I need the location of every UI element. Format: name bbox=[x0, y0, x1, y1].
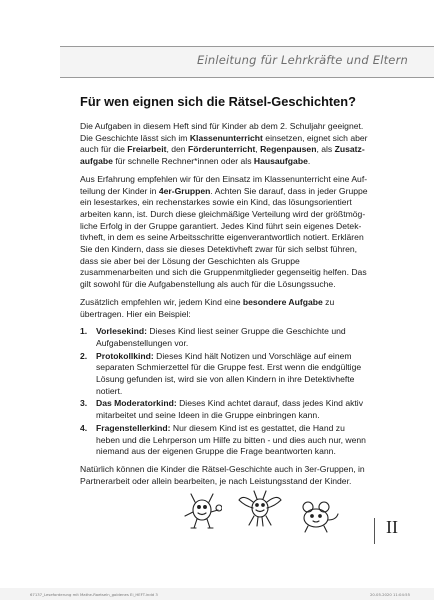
footer-timestamp: 20.05.2020 11:04:55 bbox=[370, 592, 410, 597]
footer-filename: 67137_Leseforderung mit Mathe-Raetseln_goldenes Ei_HEFT.indd 3 bbox=[30, 592, 158, 597]
bold-run: Hausaufgabe bbox=[253, 156, 308, 167]
text-run: , den bbox=[166, 144, 188, 155]
text-run: zu übertragen. Hier ein Beispiel: bbox=[80, 296, 335, 319]
role-text: Dieses Kind liest seiner Gruppe die Geschichte und Aufgabenstellungen vor. bbox=[96, 326, 346, 348]
bold-run: Förderunterricht bbox=[187, 144, 256, 155]
list-item bbox=[80, 398, 368, 421]
bold-run: Zusatzaufgabe bbox=[80, 144, 365, 167]
text-run: Zusätzlich empfehlen wir, jedem Kind eine bbox=[80, 296, 243, 307]
bold-run: besondere Aufgabe bbox=[242, 296, 323, 307]
text-run: . Achten Sie darauf, dass in jeder Gruppe ein lesestarkes, ein rechenstarkes sowie ein Kind, das lösungsorientiert arbeiten kann, ist. Durch diese gleichmäßige Verteilung wird der größtmögliche Erfolg in der Gruppe garantiert. Jedes Kind führt sein eigenes Detektivheft, in dem es seine Arbeitsschritte eigenverantwortlich notiert. Erklären Sie den Kindern, dass sie dieses Detektivheft zwar für sich selbst führen, dass sie aber bei der Lösung der Geschichten als Gruppe zusammenarbeiten und sich die Gruppenmitglieder gegenseitig helfen. Das gilt sowohl für die Aufgabenstellung als auch für die Lösungssuche. bbox=[80, 185, 368, 290]
role-title: Vorlesekind: bbox=[96, 326, 147, 337]
page-header-band bbox=[60, 46, 434, 78]
list-number: 1. bbox=[80, 326, 88, 337]
text-run: , als bbox=[316, 144, 335, 155]
paragraph-roles-intro bbox=[80, 297, 368, 320]
role-title: Das Moderatorkind: bbox=[96, 398, 177, 409]
print-footer bbox=[0, 588, 434, 600]
bold-run: Freiarbeit bbox=[127, 144, 167, 155]
text-run: Aus Erfahrung empfehlen wir für den Einsatz im Klassenunterricht eine Aufteilung der Kinder in bbox=[80, 173, 368, 196]
main-content bbox=[80, 94, 368, 493]
text-run: , bbox=[255, 144, 261, 155]
header-title: Einleitung für Lehrkräfte und Eltern bbox=[197, 53, 408, 67]
paragraph-alternatives: Natürlich können die Kinder die Rätsel-Geschichte auch in 3er-Gruppen, in Partnerarbeit oder allein bearbeiten, je nach Leistungsstand der Kinder. bbox=[80, 463, 365, 486]
list-number: 3. bbox=[80, 398, 88, 409]
role-text: Dieses Kind hält Notizen und Vorschläge auf einem separaten Schmierzettel für die Gruppe fest. Erst wenn die endgültige Lösung gefunden ist, wird sie von allen Kindern in ihre Detektivhefte notiert. bbox=[96, 350, 362, 396]
section-heading: Für wen eignen sich die Rätsel-Geschichten? bbox=[80, 94, 356, 109]
page-number-divider bbox=[374, 518, 381, 544]
role-title: Protokollkind: bbox=[96, 350, 154, 361]
mouse-character-icon bbox=[296, 494, 340, 534]
bold-run: 4er-Gruppen bbox=[158, 185, 211, 196]
text-run: . bbox=[307, 156, 311, 167]
list-number: 2. bbox=[80, 350, 88, 361]
text-run: einsetzen, eignet sich aber auch für die bbox=[80, 132, 368, 155]
text-run: für schnelle Rechner*innen oder als bbox=[112, 156, 254, 167]
page-number: II bbox=[386, 517, 398, 537]
paragraph-groups bbox=[80, 174, 368, 291]
list-item bbox=[80, 423, 368, 458]
list-item bbox=[80, 326, 368, 349]
paragraph-usage bbox=[80, 121, 368, 168]
role-text: Dieses Kind achtet darauf, dass jedes Kind aktiv mitarbeitet und seine Ideen in die Gruppe einbringen kann. bbox=[96, 398, 364, 421]
character-with-magnifier-icon bbox=[182, 488, 222, 532]
list-number: 4. bbox=[80, 422, 88, 433]
bold-run: Regenpausen bbox=[260, 144, 317, 155]
text-run: Die Aufgaben in diesem Heft sind für Kinder ab dem 2. Schuljahr geeignet. Die Geschichte lässt sich im bbox=[80, 121, 364, 143]
role-text: Nur diesem Kind ist es gestattet, die Hand zu heben und die Lehrperson um Hilfe zu bitten - und dies auch nur, wenn niemand aus der eigenen Gruppe die Frage beantworten kann. bbox=[96, 422, 366, 457]
role-title: Fragenstellerkind: bbox=[96, 422, 171, 433]
roles-list bbox=[80, 326, 368, 458]
list-item bbox=[80, 351, 368, 398]
bold-run: Klassenunterricht bbox=[189, 132, 263, 143]
bug-character-icon bbox=[236, 488, 284, 528]
